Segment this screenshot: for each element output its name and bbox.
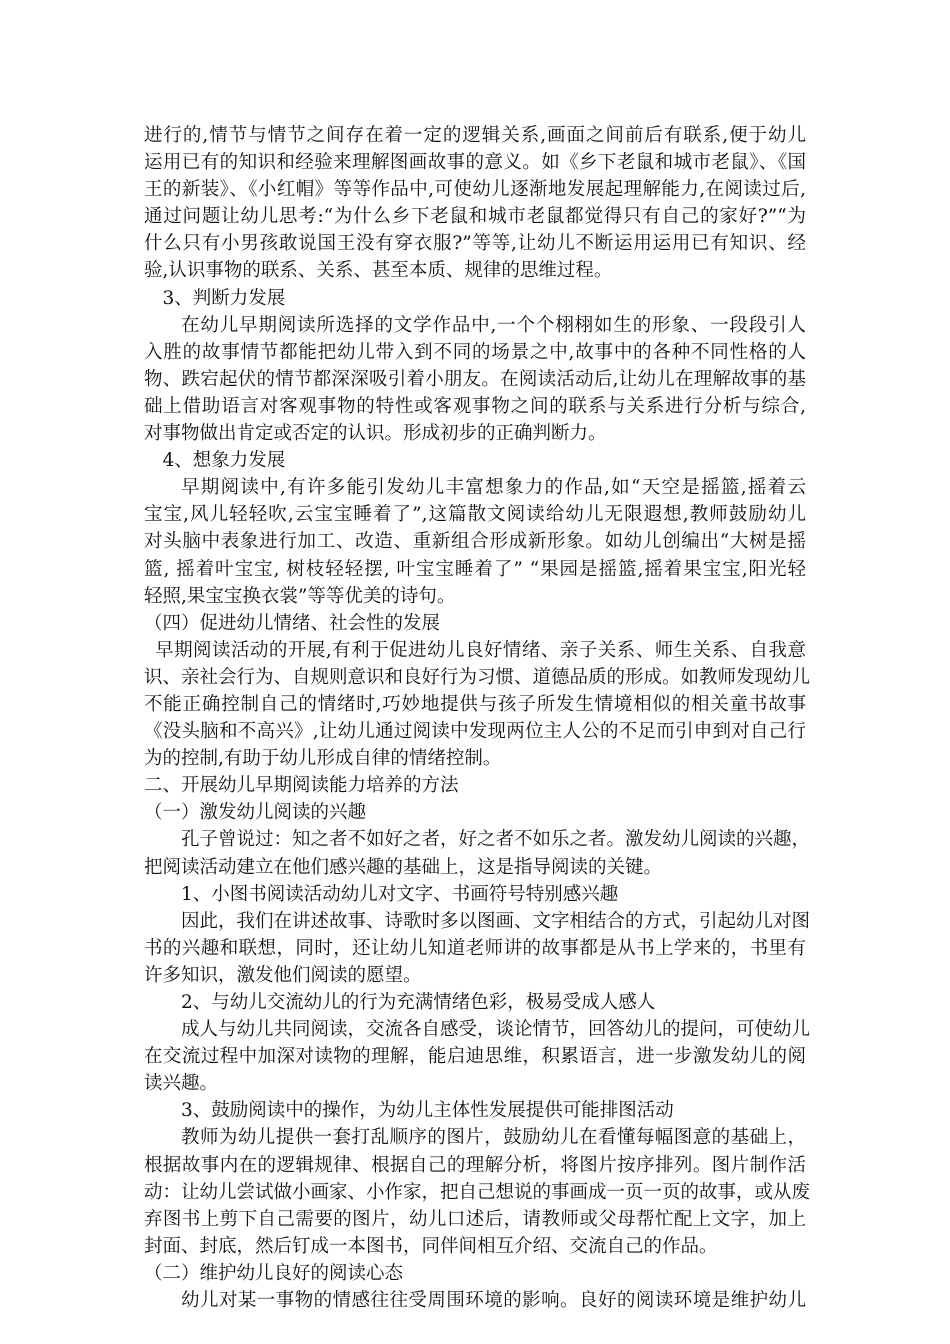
text-line: 幼儿对某一事物的情感往往受周围环境的影响。良好的阅读环境是维护幼儿: [181, 1290, 806, 1312]
text-line: 许多知识，激发他们阅读的愿望。: [144, 964, 422, 986]
text-line: 验,认识事物的联系、关系、甚至本质、规律的思维过程。: [144, 260, 613, 282]
text-line: 早期阅读活动的开展,有利于促进幼儿良好情绪、亲子关系、师生关系、自我意: [155, 639, 806, 661]
text-line: 在幼儿早期阅读所选择的文学作品中,一个个栩栩如生的形象、一段段引人: [181, 314, 806, 336]
text-line: 成人与幼儿共同阅读，交流各自感受，谈论情节，回答幼儿的提问，可使幼儿: [181, 1019, 811, 1041]
text-line: 篮, 摇着叶宝宝, 树枝轻轻摆, 叶宝宝睡着了” “果园是摇篮,摇着果宝宝,阳光轻: [144, 558, 806, 580]
text-line: （一）激发幼儿阅读的兴趣: [144, 802, 367, 824]
text-line: 宝宝,风儿轻轻吹,云宝宝睡着了”,这篇散文阅读给幼儿无限遐想,教师鼓励幼儿: [144, 504, 806, 526]
text-line: 因此，我们在讲述故事、诗歌时多以图画、文字相结合的方式，引起幼儿对图: [181, 910, 811, 932]
document-body: [144, 122, 811, 1314]
text-line: 为的控制,有助于幼儿形成自律的情绪控制。: [144, 748, 502, 770]
text-line: 通过问题让幼儿思考:“为什么乡下老鼠和城市老鼠都觉得只有自己的家好?”“为: [144, 206, 806, 228]
text-line: 对头脑中表象进行加工、改造、重新组合形成新形象。如幼儿创编出“大树是摇: [144, 531, 806, 553]
text-line: 3、鼓励阅读中的操作，为幼儿主体性发展提供可能排图活动: [181, 1100, 674, 1122]
text-line: 对事物做出肯定或否定的认识。形成初步的正确判断力。: [144, 423, 607, 445]
text-line: 进行的,情节与情节之间存在着一定的逻辑关系,画面之间前后有联系,便于幼儿: [144, 125, 806, 146]
text-line: 王的新装》、《小红帽》等等作品中,可使幼儿逐渐地发展起理解能力,在阅读过后,: [144, 179, 806, 201]
text-line: 把阅读活动建立在他们感兴趣的基础上，这是指导阅读的关键。: [144, 856, 663, 878]
text-line: 读兴趣。: [144, 1073, 219, 1095]
text-line: 早期阅读中,有许多能引发幼儿丰富想象力的作品,如“天空是摇篮,摇着云: [181, 477, 806, 499]
text-line: 动：让幼儿尝试做小画家、小作家，把自己想说的事画成一页一页的故事，或从废: [144, 1181, 811, 1203]
text-line: 1、小图书阅读活动幼儿对文字、书画符号特别感兴趣: [181, 883, 619, 905]
text-line: 在交流过程中加深对读物的理解，能启迪思维，积累语言，进一步激发幼儿的阅: [144, 1046, 806, 1068]
text-line: 根据故事内在的逻辑规律、根据自己的理解分析，将图片按序排列。图片制作活: [144, 1154, 806, 1176]
text-line: 封面、封底，然后钉成一本图书，同伴间相互介绍、交流自己的作品。: [144, 1235, 718, 1257]
text-line: 物、跌宕起伏的情节都深深吸引着小朋友。在阅读活动后,让幼儿在理解故事的基: [144, 368, 806, 390]
text-line: 入胜的故事情节都能把幼儿带入到不同的场景之中,故事中的各种不同性格的人: [144, 341, 806, 363]
text-line: 4、想象力发展: [162, 450, 286, 472]
text-line: 轻照,果宝宝换衣裳”等等优美的诗句。: [144, 585, 456, 607]
text-line: 础上借助语言对客观事物的特性或客观事物之间的联系与关系进行分析与综合,: [144, 395, 806, 417]
text-line: 什么只有小男孩敢说国王没有穿衣服?”等等,让幼儿不断运用运用已有知识、经: [144, 233, 806, 255]
text-line: 二、开展幼儿早期阅读能力培养的方法: [144, 775, 459, 797]
text-line: 孔子曾说过：知之者不如好之者，好之者不如乐之者。激发幼儿阅读的兴趣，: [181, 829, 811, 851]
text-line: 弃图书上剪下自己需要的图片，幼儿口述后，请教师或父母帮忙配上文字，加上: [144, 1208, 806, 1230]
text-line: 3、判断力发展: [162, 287, 286, 309]
text-line: 识、亲社会行为、自规则意识和良好行为习惯、道德品质的形成。如教师发现幼儿: [144, 666, 811, 688]
text-line: 运用已有的知识和经验来理解图画故事的意义。如《乡下老鼠和城市老鼠》、《国: [144, 152, 806, 174]
text-line: 书的兴趣和联想，同时，还让幼儿知道老师讲的故事都是从书上学来的，书里有: [144, 937, 806, 959]
text-line: 不能正确控制自己的情绪时,巧妙地提供与孩子所发生情境相似的相关童书故事: [144, 693, 806, 715]
text-line: （二）维护幼儿良好的阅读心态: [144, 1262, 404, 1284]
text-line: 2、与幼儿交流幼儿的行为充满情绪色彩，极易受成人感人: [181, 992, 656, 1013]
text-line: 《没头脑和不高兴》,让幼儿通过阅读中发现两位主人公的不足而引申到对自己行: [144, 721, 806, 743]
text-line: （四）促进幼儿情绪、社会性的发展: [144, 612, 441, 634]
text-line: 教师为幼儿提供一套打乱顺序的图片，鼓励幼儿在看懂每幅图意的基础上，: [181, 1127, 806, 1149]
